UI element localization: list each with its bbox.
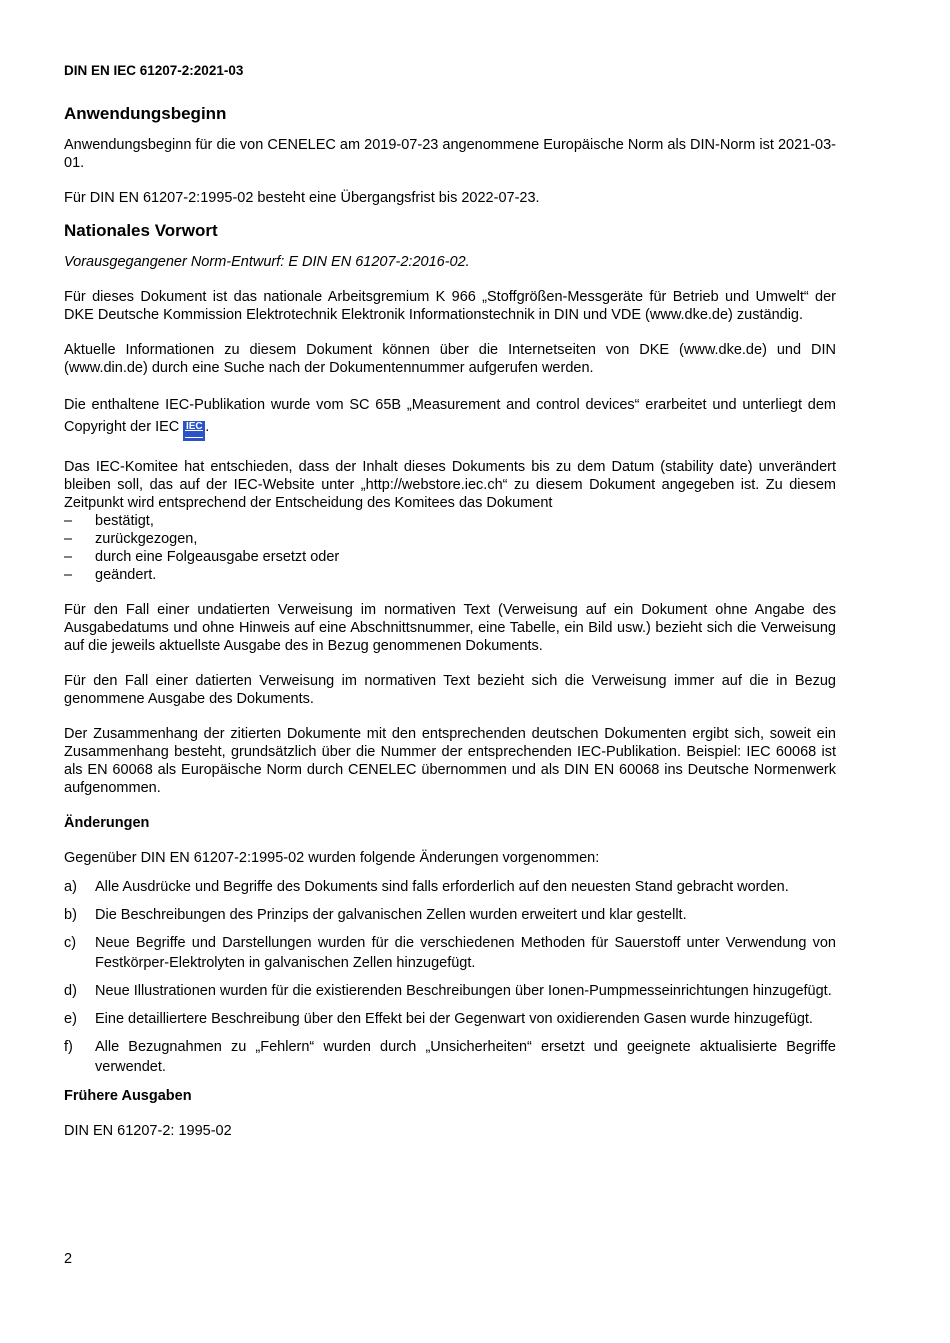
paragraph: Das IEC-Komitee hat entschieden, dass der Inhalt dieses Dokuments bis zu dem Datum (stability date) unverändert bleiben soll, das auf der IEC-Website unter „http://webstore.iec.ch“ zu diesem Dokument angegeben ist. Zu diesem Zeitpunkt wird entsprechend der Entscheidung des Komitees das Dokument	[64, 459, 836, 511]
list-marker: a)	[64, 879, 77, 895]
list-marker: f)	[64, 1039, 73, 1055]
list-item: d) Neue Illustrationen wurden für die existierenden Beschreibungen über Ionen-Pumpmesseinrichtungen hinzugefügt.	[64, 983, 832, 999]
list-item: e) Eine detailliertere Beschreibung über den Effekt bei der Gegenwart von oxidierenden Gasen wurde hinzugefügt.	[64, 1011, 813, 1027]
list-item: – zurückgezogen,	[64, 531, 198, 547]
list-item: f) Alle Bezugnahmen zu „Fehlern“ wurden durch „Unsicherheiten“ ersetzt und geeignete aktualisierte Begriffe verwendet.	[64, 1039, 836, 1075]
heading-fruehere-ausgaben: Frühere Ausgaben	[64, 1088, 192, 1104]
list-item: c) Neue Begriffe und Darstellungen wurden für die verschiedenen Methoden für Sauerstoff unter Verwendung von Festkörper-Elektrolyten in galvanischen Zellen hinzugefügt.	[64, 935, 836, 971]
paragraph-text: Die enthaltene IEC-Publikation wurde vom SC 65B „Measurement and control devices“ erarbeitet und unterliegt dem Copyright der IEC	[64, 397, 836, 435]
list-marker: e)	[64, 1011, 77, 1027]
iec-logo-text: IEC	[185, 421, 203, 432]
list-marker: b)	[64, 907, 77, 923]
list-marker: –	[64, 531, 73, 547]
heading-anwendungsbeginn: Anwendungsbeginn	[64, 104, 227, 123]
document-page	[64, 62, 836, 1157]
list-marker: d)	[64, 983, 77, 999]
list-item: – geändert.	[64, 567, 157, 583]
paragraph: Für DIN EN 61207-2:1995-02 besteht eine Übergangsfrist bis 2022-07-23.	[64, 190, 540, 206]
document-id: DIN EN IEC 61207-2:2021-03	[64, 63, 244, 78]
page-number: 2	[64, 1251, 73, 1267]
paragraph: Der Zusammenhang der zitierten Dokumente mit den entsprechenden deutschen Dokumenten ergibt sich, soweit ein Zusammenhang besteht, grundsätzlich über die Nummer der entsprechenden IEC-Publikation. Beispiel: IEC 60068 ist als EN 60068 als Europäische Norm durch CENELEC übernommen und als DIN EN 60068 ins Deutsche Normenwerk aufgenommen.	[64, 726, 836, 796]
paragraph: DIN EN 61207-2: 1995-02	[64, 1123, 232, 1139]
heading-aenderungen: Änderungen	[64, 815, 150, 831]
list-item: b) Die Beschreibungen des Prinzips der galvanischen Zellen wurden erweitert und klar gestellt.	[64, 907, 687, 923]
paragraph-text-end: .	[205, 419, 210, 435]
list-item: – durch eine Folgeausgabe ersetzt oder	[64, 549, 340, 565]
list-marker: –	[64, 567, 73, 583]
paragraph: Aktuelle Informationen zu diesem Dokument können über die Internetseiten von DKE (www.dke.de) und DIN (www.din.de) durch eine Suche nach der Dokumentennummer aufgerufen werden.	[64, 342, 836, 376]
changes-list	[64, 877, 836, 1077]
list-marker: c)	[64, 935, 77, 951]
paragraph-prior-draft: Vorausgegangener Norm-Entwurf: E DIN EN 61207-2:2016-02.	[64, 254, 470, 270]
paragraph: Für dieses Dokument ist das nationale Arbeitsgremium K 966 „Stoffgrößen-Messgeräte für Betrieb und Umwelt“ der DKE Deutsche Kommission Elektrotechnik Elektronik Informationstechnik in DIN und VDE (www.dke.de) zuständig.	[64, 289, 836, 323]
iec-logo	[183, 421, 205, 441]
paragraph: Für den Fall einer datierten Verweisung im normativen Text bezieht sich die Verweisung immer auf die in Bezug genommene Ausgabe des Dokuments.	[64, 673, 836, 707]
paragraph: Anwendungsbeginn für die von CENELEC am 2019-07-23 angenommene Europäische Norm als DIN-Norm ist 2021-03-01.	[64, 137, 836, 171]
list-marker: –	[64, 513, 73, 529]
list-item: – bestätigt,	[64, 513, 154, 529]
list-item: a) Alle Ausdrücke und Begriffe des Dokuments sind falls erforderlich auf den neuesten Stand gebracht worden.	[64, 879, 789, 895]
paragraph: Für den Fall einer undatierten Verweisung im normativen Text (Verweisung auf ein Dokument ohne Angabe des Ausgabedatums und ohne Hinweis auf eine Abschnittsnummer, eine Tabelle, ein Bild usw.) bezieht sich die Verweisung auf die jeweils aktuellste Ausgabe des in Bezug genommenen Dokuments.	[64, 602, 836, 654]
dash-list	[64, 512, 836, 584]
paragraph: Gegenüber DIN EN 61207-2:1995-02 wurden folgende Änderungen vorgenommen:	[64, 850, 600, 866]
heading-nationales-vorwort: Nationales Vorwort	[64, 221, 218, 240]
paragraph-copyright	[64, 394, 836, 441]
list-marker: –	[64, 549, 73, 565]
